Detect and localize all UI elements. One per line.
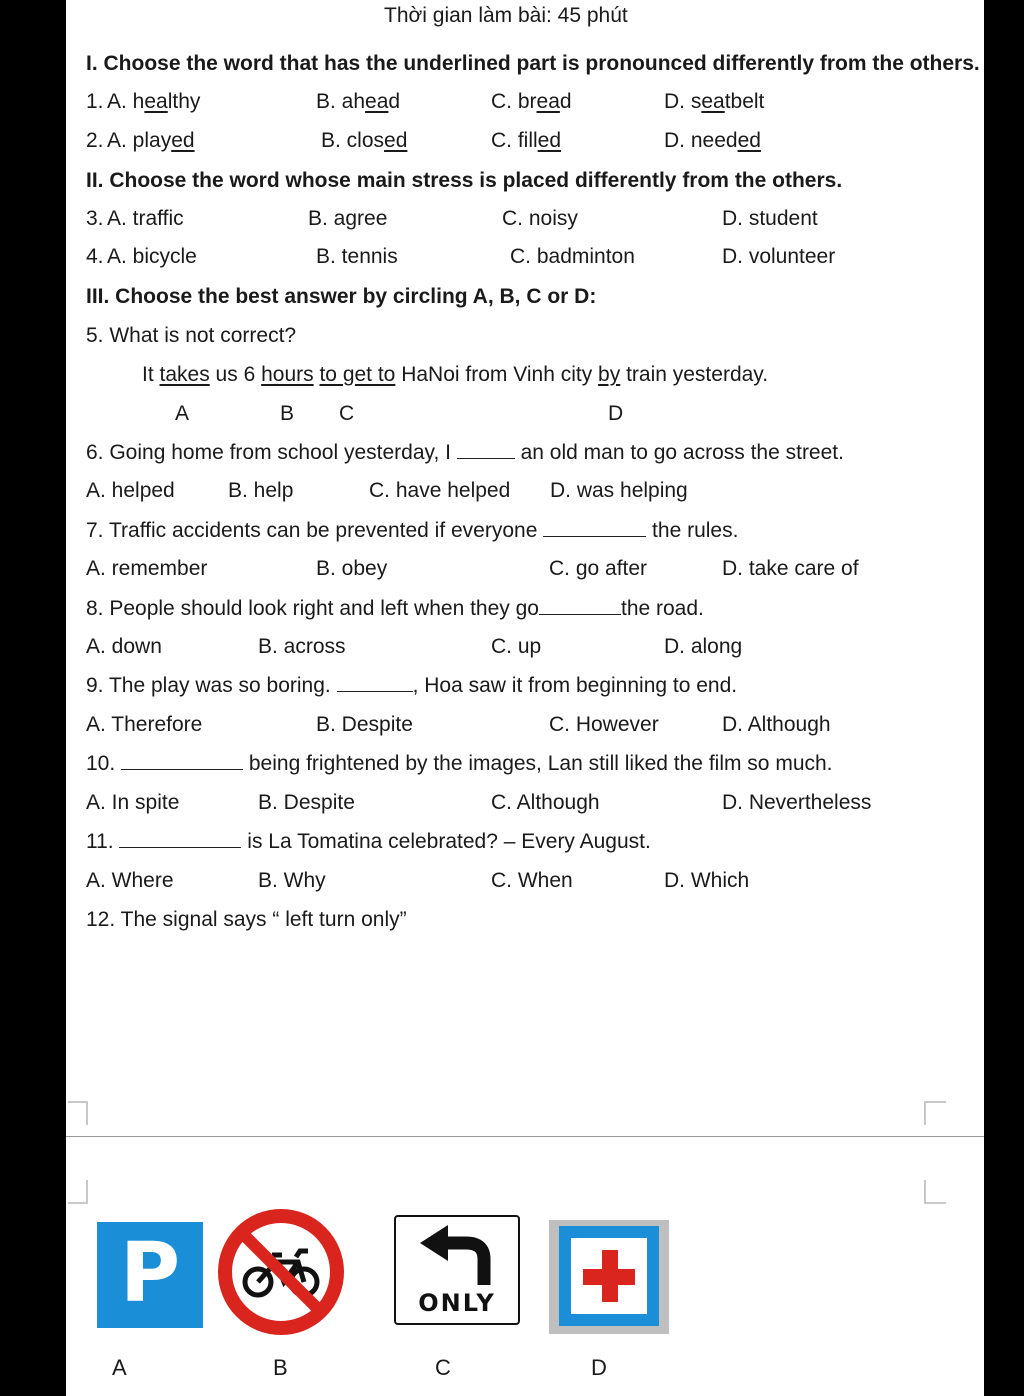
first-aid-sign[interactable] (549, 1220, 669, 1334)
q4-option-c[interactable]: C. badminton (510, 245, 635, 268)
sign-label-a[interactable]: A (112, 1355, 127, 1380)
q9-blank[interactable] (337, 673, 413, 692)
q8-option-d[interactable]: D. along (664, 635, 743, 658)
q10-option-d[interactable]: D. Nevertheless (722, 791, 872, 814)
q5-label-a[interactable]: A (175, 402, 190, 425)
q7-blank[interactable] (543, 518, 646, 537)
q5-sentence: It takes us 6 hours to get to HaNoi from Vinh city by train yesterday. (142, 363, 769, 386)
exam-page (66, 0, 984, 1396)
page-corner-mark (924, 1101, 946, 1125)
parking-sign[interactable] (97, 1222, 203, 1328)
q11-option-c[interactable]: C. When (491, 869, 573, 892)
q3-option-c[interactable]: C. noisy (502, 207, 578, 230)
q10-option-c[interactable]: C. Although (491, 791, 600, 814)
page-corner-mark (924, 1180, 946, 1204)
q11-option-d[interactable]: D. Which (664, 869, 750, 892)
section2-heading: II. Choose the word whose main stress is placed differently from the others. (86, 169, 843, 192)
q2-number: 2. (86, 129, 104, 152)
q7-option-b[interactable]: B. obey (316, 557, 388, 580)
q6-option-a[interactable]: A. helped (86, 479, 175, 502)
q9-option-a[interactable]: A. Therefore (86, 713, 203, 736)
no-bicycle-sign[interactable] (216, 1207, 346, 1337)
page-divider (66, 1136, 984, 1137)
q9-option-b[interactable]: B. Despite (316, 713, 413, 736)
q8-stem: 8. People should look right and left when they go the road. (86, 597, 704, 620)
q5-stem: 5. What is not correct? (86, 324, 297, 347)
q10-stem: 10. being frightened by the images, Lan still liked the film so much. (86, 752, 833, 775)
q11-option-b[interactable]: B. Why (258, 869, 326, 892)
q4-option-d[interactable]: D. volunteer (722, 245, 836, 268)
sign-label-d[interactable]: D (591, 1355, 607, 1380)
q5-label-d[interactable]: D (608, 402, 624, 425)
section1-heading: I. Choose the word that has the underlined part is pronounced differently from the others. (86, 52, 980, 75)
q2-option-c[interactable]: C. filled (491, 129, 562, 152)
q7-option-a[interactable]: A. remember (86, 557, 208, 580)
sign-label-b[interactable]: B (273, 1355, 288, 1380)
q8-blank[interactable] (539, 596, 621, 615)
q6-option-c[interactable]: C. have helped (369, 479, 511, 502)
q1-option-d[interactable]: D. seatbelt (664, 90, 765, 113)
q10-option-b[interactable]: B. Despite (258, 791, 355, 814)
first-aid-sign-inner (571, 1238, 647, 1314)
q7-option-c[interactable]: C. go after (549, 557, 648, 580)
q8-option-c[interactable]: C. up (491, 635, 542, 658)
q1-option-c[interactable]: C. bread (491, 90, 572, 113)
q9-option-d[interactable]: D. Although (722, 713, 831, 736)
q3-option-a[interactable]: A. traffic (107, 207, 184, 230)
q4-option-b[interactable]: B. tennis (316, 245, 398, 268)
q1-option-b[interactable]: B. ahead (316, 90, 401, 113)
first-aid-sign-panel (559, 1226, 659, 1326)
q10-option-a[interactable]: A. In spite (86, 791, 180, 814)
q9-option-c[interactable]: C. However (549, 713, 659, 736)
parking-letter: P (119, 1226, 181, 1321)
q2-option-a[interactable]: A. played (107, 129, 195, 152)
q10-blank[interactable] (121, 751, 243, 770)
q3-number: 3. (86, 207, 104, 230)
page-corner-mark (68, 1101, 88, 1125)
q11-blank[interactable] (119, 829, 241, 848)
q3-option-b[interactable]: B. agree (308, 207, 388, 230)
q6-stem: 6. Going home from school yesterday, I an old man to go across the street. (86, 441, 844, 464)
q4-number: 4. (86, 245, 104, 268)
q6-blank[interactable] (457, 440, 515, 459)
q8-option-b[interactable]: B. across (258, 635, 346, 658)
q6-option-b[interactable]: B. help (228, 479, 294, 502)
q1-option-a[interactable]: A. healthy (107, 90, 201, 113)
q5-label-b[interactable]: B (280, 402, 295, 425)
q8-option-a[interactable]: A. down (86, 635, 162, 658)
page-corner-mark (68, 1180, 88, 1204)
q9-stem: 9. The play was so boring. , Hoa saw it from beginning to end. (86, 674, 738, 697)
section3-heading: III. Choose the best answer by circling A, B, C or D: (86, 285, 597, 308)
left-turn-arrow-icon (414, 1223, 500, 1285)
q1-number: 1. (86, 90, 104, 113)
q2-option-d[interactable]: D. needed (664, 129, 761, 152)
q2-option-b[interactable]: B. closed (321, 129, 408, 152)
q12-stem: 12. The signal says “ left turn only” (86, 908, 407, 931)
q5-label-c[interactable]: C (339, 402, 355, 425)
q11-stem: 11. is La Tomatina celebrated? – Every August. (86, 830, 651, 853)
q3-option-d[interactable]: D. student (722, 207, 818, 230)
sign-label-c[interactable]: C (435, 1355, 451, 1380)
red-cross-icon (583, 1269, 635, 1285)
q4-option-a[interactable]: A. bicycle (107, 245, 197, 268)
left-turn-only-sign[interactable] (394, 1215, 520, 1325)
q7-option-d[interactable]: D. take care of (722, 557, 859, 580)
exam-time-header: Thời gian làm bài: 45 phút (384, 4, 628, 27)
q7-stem: 7. Traffic accidents can be prevented if everyone the rules. (86, 519, 739, 542)
q11-option-a[interactable]: A. Where (86, 869, 174, 892)
q6-option-d[interactable]: D. was helping (550, 479, 688, 502)
only-text: ONLY (418, 1289, 496, 1317)
